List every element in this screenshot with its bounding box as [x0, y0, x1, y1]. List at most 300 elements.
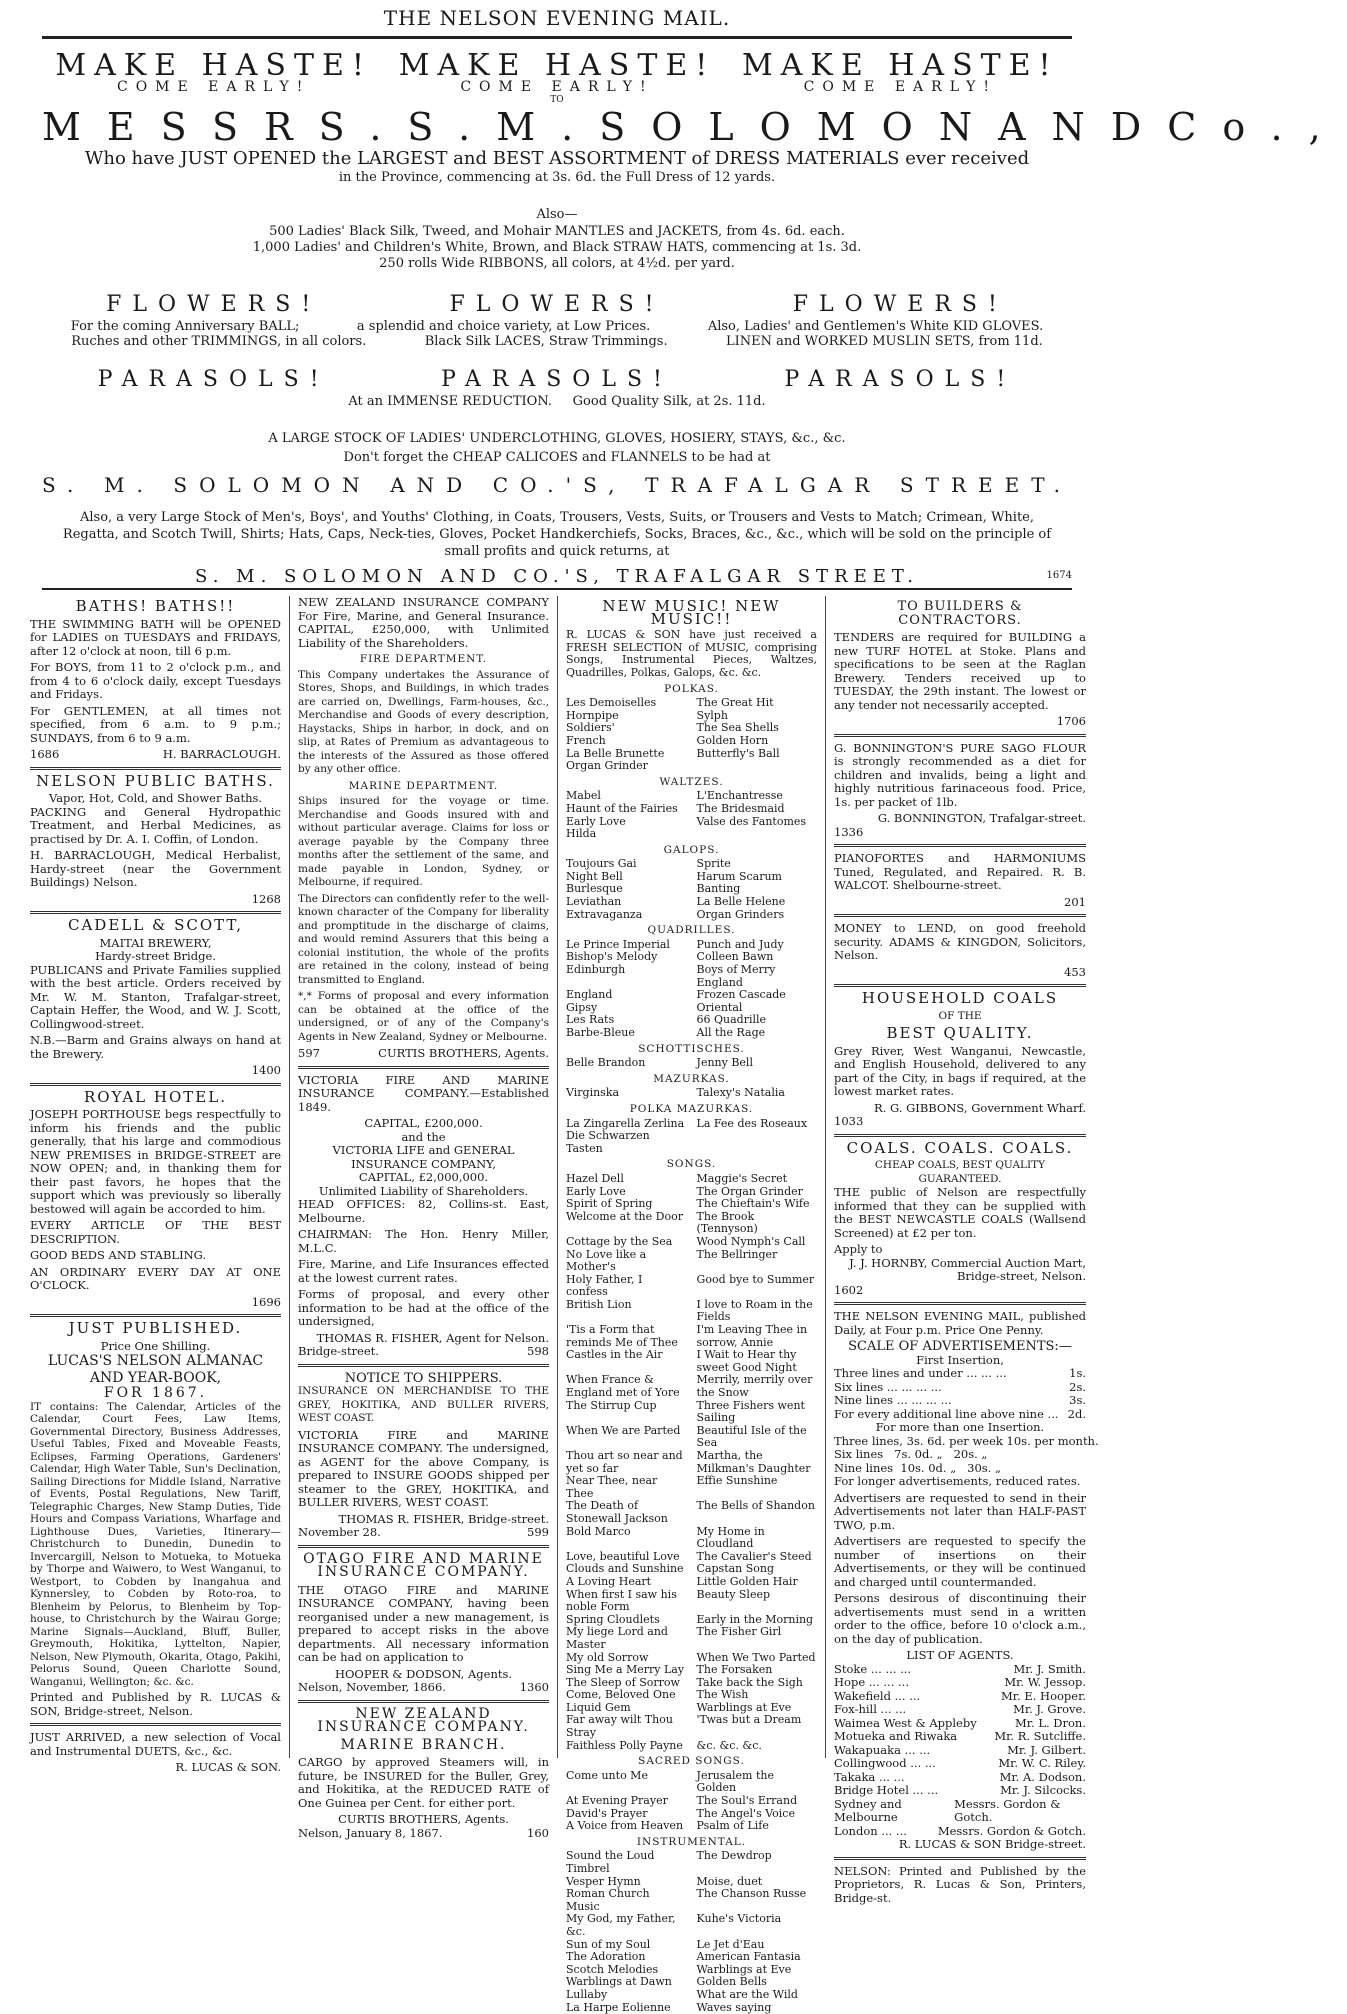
music-title: The Forsaken	[696, 1663, 773, 1677]
scale-note: Advertisers are requested to send in their Advertisements not later than HALF-PAST TWO, p.m.	[834, 1490, 1086, 1532]
music-title: Far away wilt Thou Stray	[566, 1713, 673, 1740]
almanac-title: LUCAS'S NELSON ALMANAC AND YEAR-BOOK,	[47, 1353, 264, 1386]
music-title: The Chieftain's Wife	[696, 1197, 810, 1211]
signature: G. BONNINGTON, Trafalgar-street.	[877, 811, 1086, 825]
signature: R. G. GIBBONS, Government Wharf.	[874, 1100, 1086, 1115]
music-title: Capstan Song	[696, 1562, 775, 1576]
music-title: Banting	[696, 882, 741, 896]
music-section-heading: INSTRUMENTAL.	[636, 1835, 747, 1848]
agent-cell: Mr. A. Dodson.	[999, 1769, 1086, 1784]
victoria-liability: Unlimited Liability of Shareholders.	[318, 1183, 529, 1198]
music-title: La Belle Helene	[696, 895, 786, 909]
date: Nelson, January 8, 1867.	[298, 1825, 443, 1840]
music-title: Wood Nymph's Call	[696, 1234, 806, 1248]
music-title: Early Love	[566, 814, 626, 828]
fire-heading: FIRE DEPARTMENT.	[359, 653, 488, 665]
flowers-heading: FLOWERS!	[792, 292, 1008, 317]
royal-hotel-line: GOOD BEDS AND STABLING.	[30, 1248, 207, 1262]
agent-cell: Wakapuaka ... ...	[834, 1742, 931, 1757]
music-row	[566, 964, 817, 989]
music-title: Scotch Melodies	[566, 1962, 659, 1976]
music-title: Les Demoiselles	[566, 696, 657, 710]
agent-cell: Messrs. Gordon & Gotch.	[937, 1823, 1086, 1838]
ad-reference: 598	[527, 1344, 549, 1358]
address-part: CO.'S,	[492, 473, 627, 497]
agent-cell: Takaka ... ...	[834, 1769, 905, 1784]
music-title: Boys of Merry England	[696, 963, 776, 989]
flowers-text: Black Silk LACES, Straw Trimmings.	[424, 334, 668, 349]
ad-reference: 1706	[1056, 714, 1086, 728]
music-title: Love, beautiful Love	[566, 1549, 680, 1563]
music-title: Maggie's Secret	[696, 1171, 788, 1185]
music-title: Vesper Hymn	[566, 1874, 641, 1888]
ad-reference: 1696	[251, 1294, 281, 1309]
music-title: American Fantasia	[696, 1950, 801, 1964]
music-title: A Voice from Heaven	[566, 1819, 684, 1833]
music-title: Golden Horn	[696, 733, 769, 747]
agents-list	[834, 1663, 1086, 1839]
music-title: Early in the Morning	[696, 1612, 814, 1626]
music-row	[566, 1850, 817, 1875]
music-title: La Zingarella Zerlina	[566, 1116, 685, 1130]
music-row	[566, 1770, 817, 1795]
ad-reference: 201	[1064, 894, 1086, 909]
music-title: Valse des Fantomes	[696, 814, 807, 828]
almanac-price: Price One Shilling.	[100, 1338, 211, 1353]
flowers-text: LINEN and WORKED MUSLIN SETS, from 11d.	[725, 334, 1043, 349]
music-title: Beautiful Isle of the Sea	[696, 1423, 807, 1450]
shippers-heading: NOTICE TO SHIPPERS.	[344, 1370, 503, 1386]
agent-cell: Mr. E. Hooper.	[1001, 1688, 1086, 1703]
agent-cell: Mr. L. Dron.	[1015, 1715, 1086, 1730]
solomon-advertisement	[42, 44, 1347, 587]
music-title: French	[566, 733, 606, 747]
agent-row	[834, 1690, 1086, 1704]
province-line: in the Province, commencing at 3s. 6d. the Full Dress of 12 yards.	[338, 170, 776, 185]
music-section-heading: GALOPS.	[663, 843, 720, 856]
music-title: Soldiers'	[566, 721, 615, 735]
music-title: England	[566, 988, 613, 1002]
agent-row	[834, 1784, 1086, 1798]
music-list	[566, 683, 817, 2014]
music-title: The Adoration	[566, 1950, 646, 1964]
music-title: Organ Grinders	[696, 907, 785, 921]
cargo-text: CARGO by approved Steamers will, in future, be INSURED for the Buller, Grey, and Hokitika, at the REDUCED RATE of One Guinea per Cent. for either port.	[298, 1755, 549, 1810]
victoria-offices: HEAD OFFICES: 82, Collins-st. East, Melbourne.	[298, 1197, 549, 1225]
scale-note: Persons desirous of discontinuing their advertisements must send in a written order to the office, before 10 o'clock a.m., on the day of publication.	[834, 1591, 1086, 1646]
date: Nelson, November, 1866.	[298, 1680, 446, 1694]
cadell-sub: MAITAI BREWERY,	[99, 935, 212, 950]
imprint: NELSON: Printed and Published by the Proprietors, R. Lucas & Son, Printers, Bridge-st.	[834, 1863, 1086, 1905]
agent-row	[834, 1730, 1086, 1744]
music-row	[566, 803, 817, 816]
agent-row	[834, 1825, 1086, 1839]
music-section-heading: POLKA MAZURKAS.	[629, 1102, 754, 1115]
music-title: All the Rage	[696, 1026, 766, 1039]
ad-reference: 599	[527, 1525, 549, 1539]
music-row	[566, 735, 817, 748]
agent-cell: Stoke ... ... ...	[834, 1661, 912, 1676]
music-title: When We Two Parted	[696, 1650, 816, 1664]
almanac-contents: IT contains: The Calendar, Articles of the Calendar, Court Fees, Law Items, Governmental Directory, Business Addresses, Useful Tables, Fixed and Moveable Feasts, Eclipses, Farming Operations, Gardeners' Calendar, High Water Table, Sun's Declination, Sailing Directions for Middle Island, Narrative of Events, Postal Regulations, New Tariff, Telegraphic Charges, New Stamp Duties, Tide Hours and Compass Variations, Wharfage and Lighthouse Dues, Varieties, Itinerary—Christchurch to Dunedin, Dunedin to Invercargill, Nelson to Motueka, to Motueka by Thorpe and Waiwero, to West Wanganui, to Westport, to Cobden by Inangahua and Kynnersley, to Cobden by Roto-roa, to Blenheim by Pelorus, to Blenheim by Top-house, to Christchurch by the Wairau Gorge; Marine Signals—Auckland, Bluff, Buller, Greymouth, Hokitika, Lyttelton, Napier, Nelson, New Plymouth, Okarita, Otago, Pakihi, Pelorus Sound, Queen Charlotte Sound, Wanganui, Wellington; &c. &c.	[30, 1400, 281, 1688]
baths-text: For BOYS, from 11 to 2 o'clock p.m., and from 4 to 6 o'clock daily, except Tuesdays and Fridays.	[30, 660, 281, 701]
music-title: Spring Cloudlets	[566, 1612, 660, 1626]
music-title: Burlesque	[566, 882, 623, 896]
music-title	[697, 760, 817, 773]
music-title: My God, my Father, &c.	[566, 1912, 676, 1938]
music-title: Beauty Sleep	[696, 1587, 771, 1601]
clothing-text: Also, a very Large Stock of Men's, Boys', and Youths' Clothing, in Coats, Trousers, Vests, Suits, or Trousers and Vests to Match; Crimean, White, Regatta, and Scotch Twill, Shirts; Hats, Caps, Neck-ties, Gloves, Pocket Handkerchiefs, Socks, Braces, &c., &c., which will be sold on the principle of small profits and quick returns, at	[62, 510, 1052, 559]
evening-mail-text: THE NELSON EVENING MAIL, published Daily, at Four p.m. Price One Penny.	[834, 1309, 1086, 1337]
music-title: &c. &c. &c.	[696, 1738, 762, 1752]
music-title: When France & England met of Yore	[566, 1373, 680, 1400]
signature: THOMAS R. FISHER, Agent for Nelson.	[316, 1330, 549, 1345]
agent-row	[834, 1676, 1086, 1690]
scale-heading: SCALE OF ADVERTISEMENTS:—	[848, 1339, 1072, 1354]
music-title: Le Jet d'Eau	[696, 1937, 765, 1951]
music-title: Die Schwarzen Tasten	[566, 1129, 650, 1155]
music-title: Colleen Bawn	[696, 950, 774, 964]
cadell-text: PUBLICANS and Private Families supplied with the best article. Orders received by Mr. W. M. Stanton, Trafalgar-street, Captain Heffer, the Wood, and W. J. Scott, Collingwood-street.	[30, 962, 281, 1031]
music-title: Good bye to Summer	[696, 1272, 815, 1286]
music-title: La Belle Brunette	[566, 746, 665, 760]
music-row	[566, 1057, 817, 1070]
public-baths-sub: Vapor, Hot, Cold, and Shower Baths.	[48, 791, 263, 805]
music-title: What are the Wild	[696, 1987, 798, 2001]
music-row	[566, 858, 817, 871]
music-title: My Home in Cloudland	[696, 1524, 765, 1551]
music-title: David's Prayer	[566, 1806, 648, 1820]
music-title: Sylph	[696, 708, 728, 722]
music-row	[566, 1299, 817, 1324]
music-title: Come unto Me	[566, 1768, 648, 1782]
music-row	[566, 1740, 817, 1753]
baths-heading: BATHS! BATHS!!	[75, 597, 236, 615]
scale-note: For longer advertisements, reduced rates.	[834, 1474, 1081, 1488]
music-title: Gipsy	[566, 1000, 598, 1014]
section-rule	[42, 588, 1072, 590]
music-row	[566, 1130, 817, 1155]
scale-row	[834, 1408, 1086, 1422]
music-section-heading: WALTZES.	[659, 775, 724, 788]
shippers-text: VICTORIA FIRE and MARINE INSURANCE COMPANY. The undersigned, as AGENT for the above Company, is prepared to INSURE GOODS shipped per steamer to the GREY, HOKITIKA, and BULLER RIVERS, WEST COAST.	[298, 1427, 549, 1509]
music-title: Sprite	[696, 857, 731, 871]
music-title: The Sleep of Sorrow	[566, 1675, 680, 1689]
royal-hotel-line: EVERY ARTICLE OF THE BEST DESCRIPTION.	[30, 1218, 281, 1246]
cadell-heading: CADELL & SCOTT,	[68, 916, 243, 934]
fire-text: This Company undertakes the Assurance of Stores, Shops, and Buildings, in which trades are carried on, Dwellings, Farm-houses, &c., Merchandise and Goods of every description, Haystacks, Ships in harbor, in dock, and on slip, at Rates of Premium as advantageous to the interests of the Assured as those offered by any other office.	[298, 668, 549, 775]
agent-row	[834, 1744, 1086, 1758]
music-title: Jerusalem the Golden	[696, 1768, 774, 1795]
music-title: La Fee des Roseaux	[696, 1116, 808, 1130]
music-title: 'Twas but a Dream	[696, 1713, 802, 1727]
come-early-1: COME EARLY!	[116, 79, 311, 95]
new-music-intro: R. LUCAS & SON have just received a FRESH SELECTION of MUSIC, comprising Songs, Instrumental Pieces, Waltzes, Quadrilles, Polkas, Galops, &c. &c.	[566, 628, 817, 679]
music-title: Near Thee, near Thee	[566, 1474, 658, 1500]
music-title: Spirit of Spring	[566, 1197, 653, 1211]
signature: CURTIS BROTHERS, Agents.	[338, 1812, 509, 1826]
music-row	[566, 1626, 817, 1651]
ad-reference: 1674	[1046, 570, 1072, 581]
music-title: 'Tis a Form that reminds Me of Thee	[566, 1323, 678, 1349]
agent-cell: Hope ... ... ...	[834, 1675, 909, 1689]
music-title: The Sea Shells	[696, 721, 779, 735]
scale-first: First Insertion,	[916, 1352, 1004, 1367]
agent-cell: Mr. J. Gilbert.	[1007, 1742, 1086, 1757]
music-title: The Death of Stonewall Jackson	[566, 1499, 668, 1525]
signature: H. BARRACLOUGH.	[162, 747, 281, 761]
column-4	[826, 596, 1099, 1905]
music-title: Organ Grinder	[566, 759, 648, 773]
music-title: The Organ Grinder	[696, 1184, 803, 1198]
music-title: Merrily, merrily over the Snow	[696, 1373, 813, 1400]
music-row	[566, 1374, 817, 1399]
music-title: The Angel's Voice	[696, 1806, 795, 1820]
make-haste-2: MAKE HASTE!	[398, 48, 716, 83]
music-row	[566, 2002, 817, 2014]
sago-text: G. BONNINGTON'S PURE SAGO FLOUR is strongly recommended as a diet for children and invalids, being a light and highly nutritious farinaceous food. Price, 1s. per packet of 1lb.	[834, 740, 1086, 809]
flowers-heading: FLOWERS!	[106, 292, 322, 317]
agent-cell: Waimea West & Appleby	[834, 1715, 977, 1730]
agent-row	[834, 1757, 1086, 1771]
music-title: Barbe-Bleue	[566, 1026, 635, 1039]
music-title: Bold Marco	[566, 1524, 631, 1538]
music-title: Warblings at Eve	[696, 1962, 792, 1976]
address-part: AND	[390, 473, 475, 497]
music-title: British Lion	[566, 1297, 632, 1311]
scale-row: Nine lines 10s. 0d. „ 30s. „	[834, 1460, 1001, 1475]
coals-text: Grey River, West Wanganui, Newcastle, and English Household, delivered to any part of the City, in bags if required, at the lowest market rates.	[834, 1043, 1086, 1098]
victoria-capital: CAPITAL, £200,000.	[364, 1116, 483, 1130]
agent-cell: London ... ...	[834, 1823, 907, 1838]
signature: H. BARRACLOUGH, Medical Herbalist, Hardy-street (near the Government Buildings) Nelson.	[30, 848, 281, 889]
also-line: 1,000 Ladies' and Children's White, Brown, and Black STRAW HATS, commencing at 1s. 3d.	[252, 240, 862, 255]
column-1	[22, 596, 290, 1774]
signature: R. LUCAS & SON Bridge-street.	[898, 1837, 1086, 1851]
agent-row	[834, 1717, 1086, 1731]
music-title: Faithless Polly Payne	[566, 1738, 683, 1752]
music-row	[566, 896, 817, 909]
music-title: Punch and Judy	[696, 937, 784, 951]
public-baths-heading: NELSON PUBLIC BATHS.	[36, 771, 275, 790]
cadell-sub: Hardy-street Bridge.	[95, 949, 216, 963]
column-3	[558, 596, 826, 2014]
music-title: Three Fishers went Sailing	[696, 1398, 805, 1425]
also-line: 250 rolls Wide RIBBONS, all colors, at 4½d. per yard.	[379, 256, 735, 271]
flowers-heading: FLOWERS!	[449, 292, 665, 317]
music-title: The Bellringer	[696, 1247, 778, 1261]
agent-row	[834, 1798, 1086, 1825]
music-title: Harum Scarum	[696, 869, 782, 883]
music-title: My liege Lord and Master	[566, 1625, 668, 1651]
agent-cell: Mr. W. C. Riley.	[998, 1756, 1086, 1770]
ad-reference: 453	[1064, 964, 1086, 979]
music-title: Talexy's Natalia	[696, 1086, 785, 1100]
music-title: When first I saw his noble Form	[566, 1587, 677, 1614]
scale-cell: Three lines and under ... ... ...	[834, 1366, 1007, 1380]
music-row	[566, 1664, 817, 1677]
column-2	[290, 595, 558, 1840]
music-title: Early Love	[566, 1184, 626, 1198]
scale-row	[834, 1367, 1086, 1381]
cadell-note: N.B.—Barm and Grains always on hand at the Brewery.	[30, 1033, 281, 1061]
builders-heading: TO BUILDERS & CONTRACTORS.	[897, 599, 1023, 628]
music-title: Golden Bells	[696, 1975, 767, 1989]
scale-cell: 2d.	[1067, 1406, 1086, 1421]
address-part: STREET.	[899, 473, 1072, 497]
address-footer-text: S. M. SOLOMON AND CO.'S, TRAFALGAR STREET.	[195, 566, 919, 587]
marine-text: Ships insured for the voyage or time. Merchandise and Goods insured with and without particular average. Claims for loss or average payable by the Company three months after the settlement of the same, and made payable in London, Sydney, or Melbourne, if required.	[298, 795, 549, 888]
royal-hotel-line: AN ORDINARY EVERY DAY AT ONE O'CLOCK.	[30, 1264, 281, 1292]
ad-reference: 597	[298, 1046, 320, 1060]
music-row	[566, 1087, 817, 1100]
agent-cell: Mr. J. Silcocks.	[1000, 1783, 1086, 1797]
agent-cell: Messrs. Gordon & Gotch.	[954, 1796, 1061, 1824]
builders-text: TENDERS are required for BUILDING a new TURF HOTEL at Stoke. Plans and specifications to be seen at the Raglan Brewery. Tenders received up to TUESDAY, the 29th instant. The lowest or any tender not necessarily accepted.	[834, 630, 1086, 712]
coals-text: THE public of Nelson are respectfully informed that they can be supplied with the BEST NEWCASTLE COALS (Wallsend Screened) at £2 per ton.	[834, 1185, 1086, 1240]
music-title: Warblings at Eve	[696, 1700, 792, 1714]
music-title: L'Enchantresse	[696, 789, 783, 803]
otago-heading: OTAGO FIRE AND MARINE INSURANCE COMPANY.	[303, 1550, 544, 1580]
also-label: Also—	[536, 207, 578, 222]
music-title: Bishop's Melody	[566, 950, 658, 964]
music-row	[566, 1589, 817, 1614]
address: Bridge-street.	[298, 1344, 379, 1358]
ad-reference: 1400	[251, 1063, 281, 1077]
music-title: The Chanson Russe	[696, 1887, 807, 1901]
stock-line: A LARGE STOCK OF LADIES' UNDERCLOTHING, GLOVES, HOSIERY, STAYS, &c., &c.	[268, 431, 846, 446]
music-title: Cottage by the Sea	[566, 1234, 673, 1248]
make-haste-1: MAKE HASTE!	[55, 48, 372, 83]
signature: CURTIS BROTHERS, Agents.	[378, 1046, 549, 1060]
music-row	[566, 1236, 817, 1249]
ad-reference: 1686	[30, 747, 60, 761]
scale-cell: 2s.	[1069, 1379, 1086, 1394]
music-title: Oriental	[696, 1000, 743, 1014]
music-title: Extravaganza	[566, 907, 643, 921]
music-row	[566, 1689, 817, 1702]
public-baths-text: PACKING and General Hydropathic Treatment, and Herbal Medicines, as practised by Dr. A. I. Coffin, of London.	[30, 804, 281, 846]
music-row	[566, 1989, 817, 2002]
music-title: Little Golden Hair	[696, 1574, 798, 1588]
date: November 28.	[298, 1525, 381, 1539]
music-row	[566, 1714, 817, 1739]
music-row	[566, 1450, 817, 1475]
music-title: The Wish	[696, 1688, 749, 1702]
music-title: Leviathan	[566, 895, 622, 909]
baths-text: THE SWIMMING BATH will be OPENED for LADIES on TUESDAYS and FRIDAYS, after 12 o'clock at noon, till 6 p.m.	[30, 616, 281, 658]
new-music-heading: NEW MUSIC! NEW MUSIC!!	[602, 597, 781, 628]
victoria-text: Fire, Marine, and Life Insurances effected at the lowest current rates.	[298, 1257, 549, 1285]
music-title: Belle Brandon	[566, 1056, 646, 1070]
music-title: Effie Sunshine	[696, 1474, 778, 1488]
music-row	[566, 1349, 817, 1374]
agent-cell: Mr. W. Jessop.	[1004, 1675, 1086, 1689]
scale-rows	[834, 1367, 1086, 1421]
music-title: Lullaby	[566, 1987, 608, 2001]
address-part: SOLOMON	[173, 473, 372, 497]
coals-apply: Apply to	[834, 1242, 883, 1256]
music-row	[566, 1951, 817, 1964]
music-row	[566, 1820, 817, 1833]
agent-cell: Wakefield ... ...	[834, 1688, 921, 1703]
music-title: A Loving Heart	[566, 1574, 652, 1588]
music-title: Sing Me a Merry Lay	[566, 1663, 685, 1677]
make-haste-3: MAKE HASTE!	[742, 48, 1059, 83]
scale-cell: For every additional line above nine ...	[834, 1406, 1059, 1421]
music-row	[566, 1211, 817, 1236]
coals-heading: COALS. COALS. COALS.	[846, 1138, 1074, 1157]
music-title: Hornpipe	[566, 708, 619, 722]
scale-row: Six lines 7s. 0d. „ 20s. „	[834, 1447, 988, 1461]
music-title: At Evening Prayer	[566, 1794, 668, 1808]
scale-row: Three lines, 3s. 6d. per week 10s. per month.	[834, 1433, 1099, 1448]
parasol-line: At an IMMENSE REDUCTION. Good Quality Silk, at 2s. 11d.	[348, 394, 766, 409]
signature: HOOPER & DODSON, Agents.	[334, 1666, 513, 1681]
music-row	[566, 1576, 817, 1589]
best-quality-heading: BEST QUALITY.	[886, 1024, 1034, 1042]
household-coals-heading: HOUSEHOLD COALS	[861, 989, 1059, 1007]
music-row	[566, 1500, 817, 1525]
music-title: Castles in the Air	[566, 1348, 663, 1362]
marine-heading: MARINE DEPARTMENT.	[348, 779, 499, 792]
music-title: The Great Hit	[696, 696, 774, 710]
firm-name-part: Co.,	[1167, 105, 1347, 149]
scale-row	[834, 1381, 1086, 1395]
music-title: The Cavalier's Steed	[696, 1549, 812, 1563]
music-title: Waves saying	[696, 2000, 772, 2014]
music-title: Mabel	[566, 789, 601, 803]
scale-more: For more than one Insertion.	[875, 1420, 1045, 1434]
calico-line: Don't forget the CHEAP CALICOES and FLANNELS to be had at	[343, 450, 771, 465]
music-title: The Bells of Shandon	[696, 1499, 815, 1513]
music-row	[566, 1027, 817, 1040]
almanac-imprint: Printed and Published by R. LUCAS & SON, Bridge-street, Nelson.	[30, 1690, 281, 1718]
firm-name-part: S.	[407, 105, 497, 149]
music-row	[566, 1425, 817, 1450]
otago-text: THE OTAGO FIRE and MARINE INSURANCE COMPANY, having been reorganised under a new management, is prepared to accept risks in the above departments. All necessary information can be had on application to	[298, 1582, 549, 1664]
parasols-heading: PARASOLS!	[441, 367, 673, 392]
music-title: Les Rats	[566, 1013, 615, 1027]
agent-row	[834, 1703, 1086, 1717]
music-title	[697, 828, 817, 841]
victoria-life: VICTORIA LIFE and GENERAL INSURANCE COMPANY,	[332, 1143, 515, 1171]
music-row	[566, 697, 817, 710]
nz-insurance-text: NEW ZEALAND INSURANCE COMPANY For Fire, Marine, and General Insurance. CAPITAL, £250,000, with Unlimited Liability of the Shareholders.	[298, 595, 549, 650]
marine-text: The Directors can confidently refer to the well-known character of the Company for liberality and promptitude in the discharge of claims, and would remind Assurers that this being a colonial institution, the whole of the profits are retained in the colony, instead of being transmitted to England.	[298, 892, 549, 986]
money-text: MONEY to LEND, on good freehold security. ADAMS & KINGDON, Solicitors, Nelson.	[834, 921, 1086, 962]
music-row	[566, 760, 817, 773]
music-row	[566, 1475, 817, 1500]
music-title: Haunt of the Fairies	[566, 801, 678, 815]
almanac-heading: JUST PUBLISHED.	[68, 1319, 243, 1337]
music-title: Virginska	[566, 1086, 620, 1100]
music-title: Come, Beloved One	[566, 1688, 676, 1702]
almanac-year: FOR 1867.	[103, 1385, 208, 1401]
music-row	[566, 816, 817, 829]
flowers-text: Ruches and other TRIMMINGS, in all colors.	[71, 334, 367, 349]
music-title: Holy Father, I confess	[566, 1272, 643, 1299]
music-title: Night Bell	[566, 869, 623, 883]
agent-row	[834, 1771, 1086, 1785]
music-title: The Soul's Errand	[696, 1794, 798, 1808]
classified-columns	[22, 595, 1099, 2014]
victoria-chairman: CHAIRMAN: The Hon. Henry Miller, M.L.C.	[298, 1227, 549, 1255]
come-early-3: COME EARLY!	[803, 79, 997, 95]
music-row	[566, 1249, 817, 1274]
music-title: Liquid Gem	[566, 1700, 631, 1714]
baths-text: For GENTLEMEN, at all times not specified, from 6 a.m. to 9 p.m.; SUNDAYS, from 6 to 9 a.m.	[30, 703, 281, 745]
